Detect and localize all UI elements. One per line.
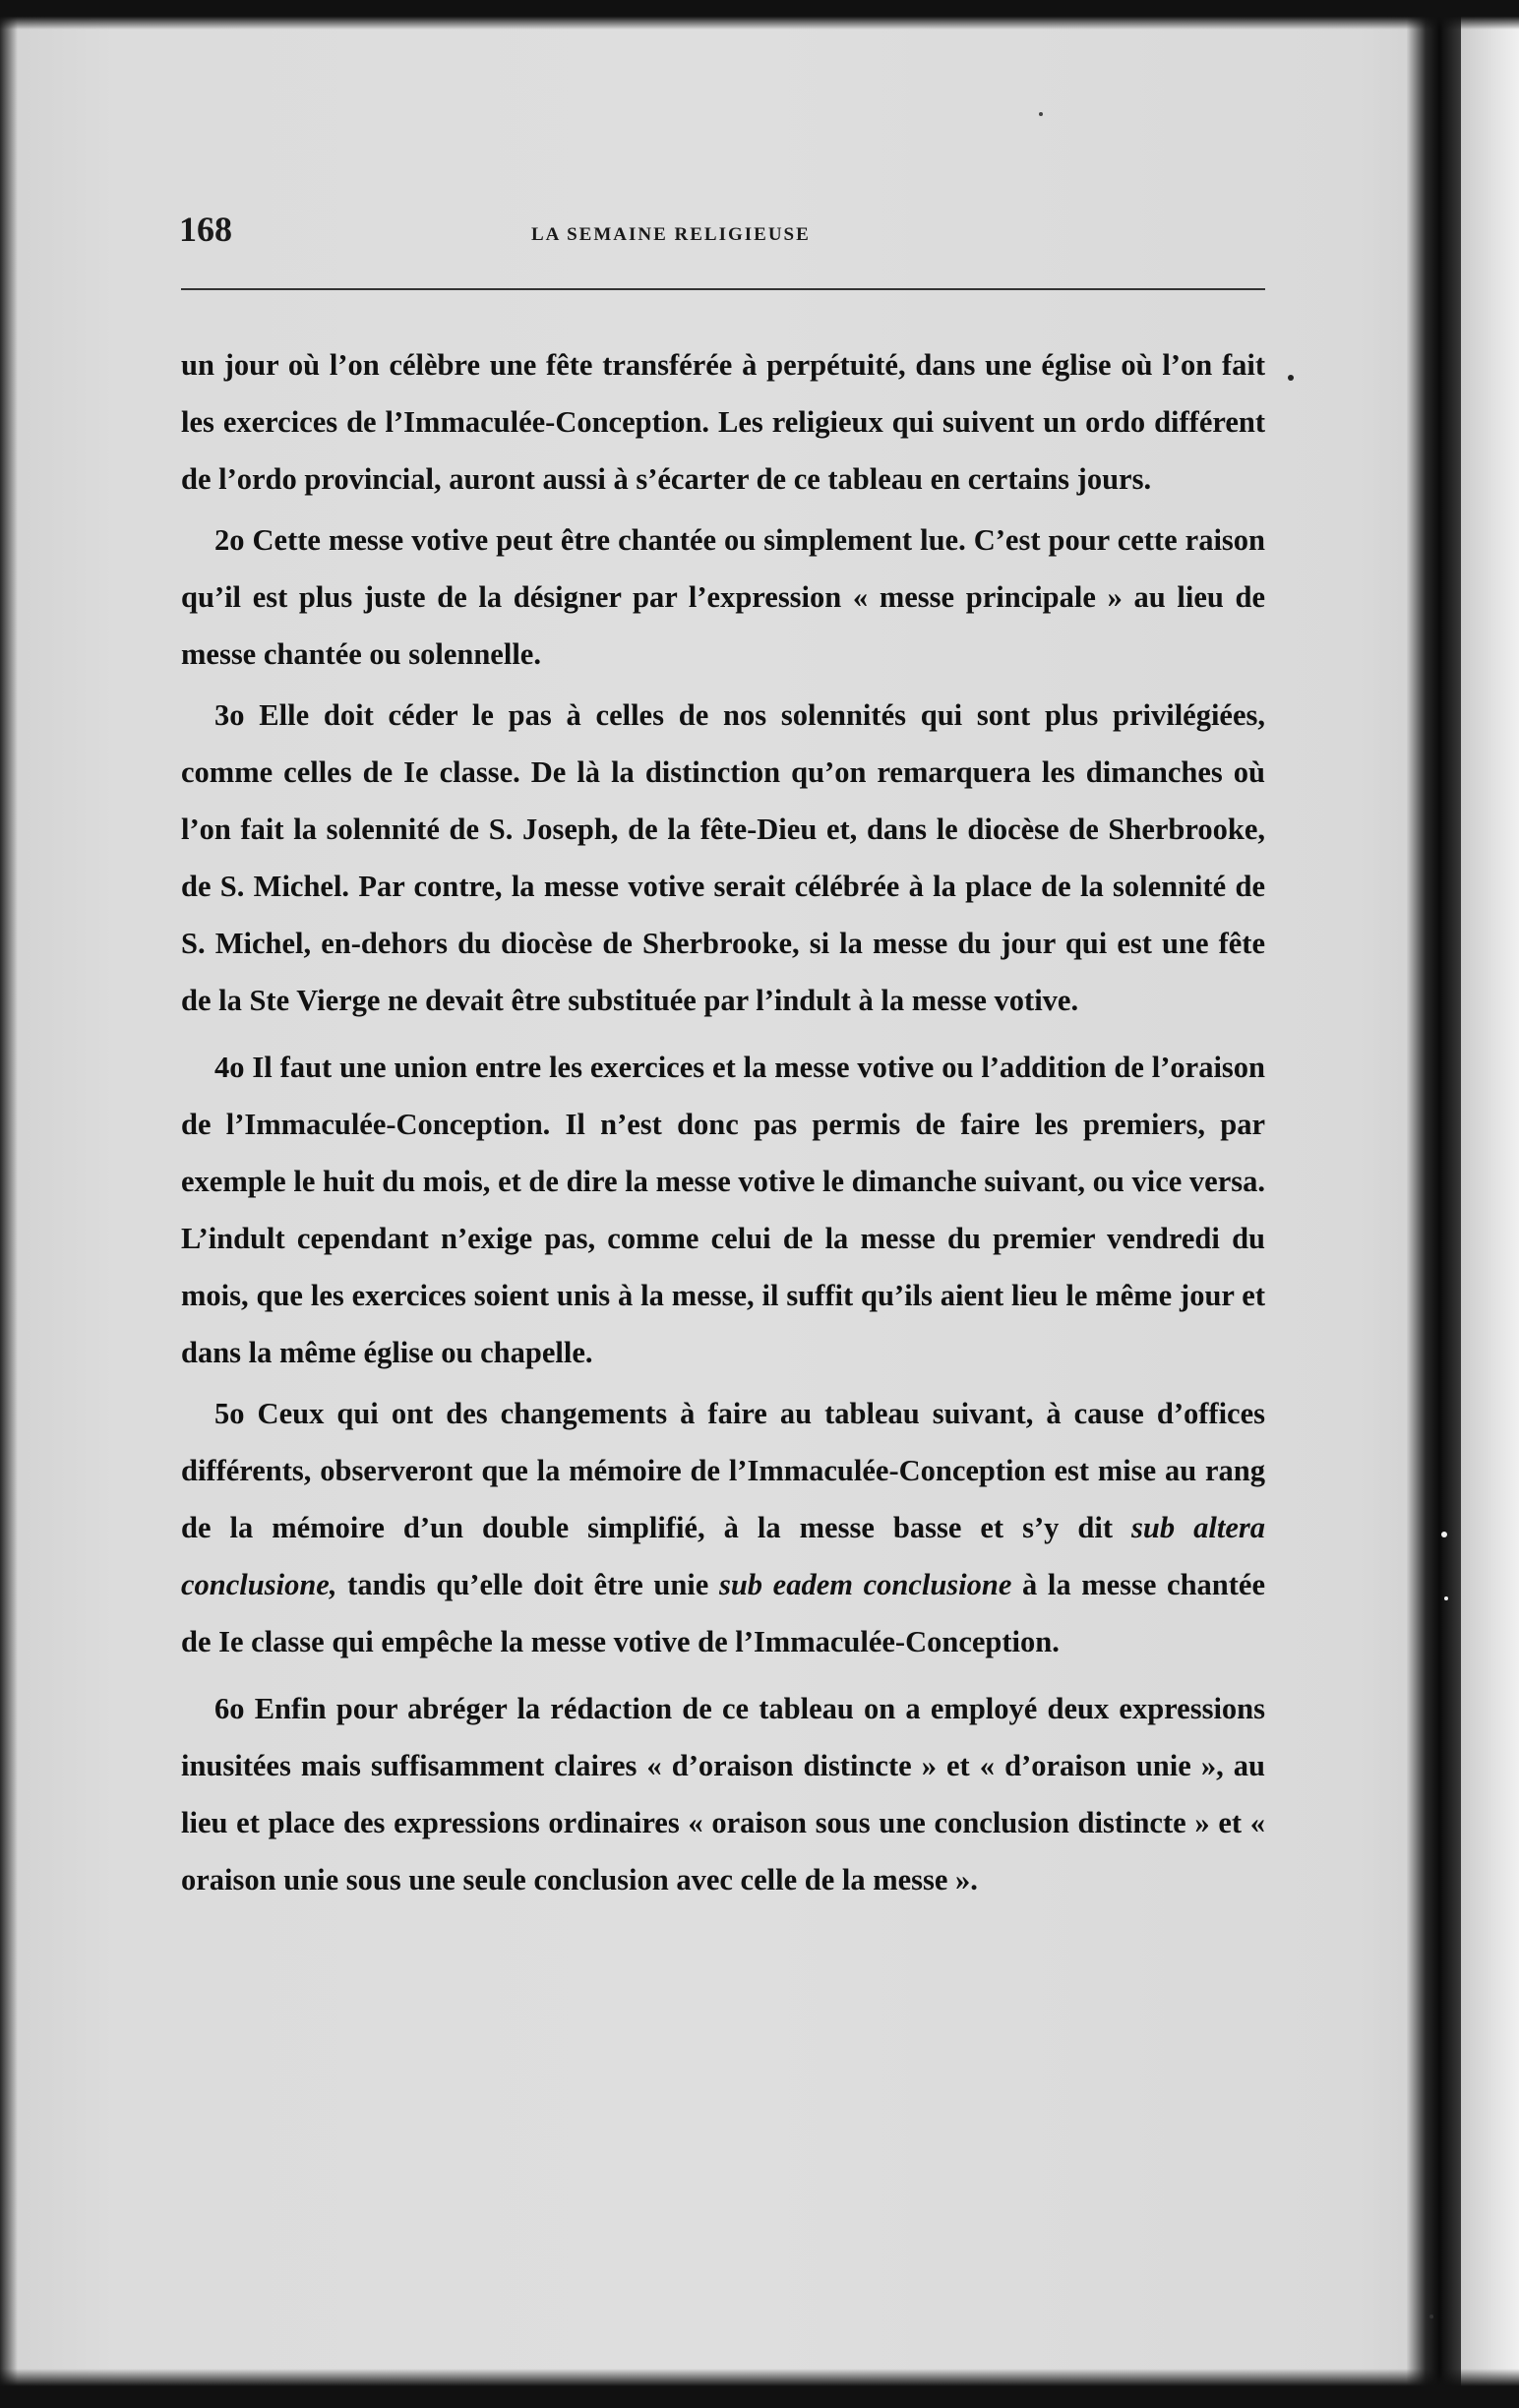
latin-phrase-1: sub altera conclusione, xyxy=(181,1511,1266,1601)
paragraph-6: 6o Enfin pour abréger la rédaction de ce tableau on a employé deux expressions inusitées mais suffisamment claires « d’oraison distincte » et « d’oraison unie », au lieu et place des expressions ordinaires « oraison sous une conclusion distincte » et « oraison unie sous une seule conclusion avec celle de la messe ». xyxy=(181,1692,1265,1896)
paragraph-3: 3o Elle doit céder le pas à celles de nos solennités qui sont plus privilégiées, comme celles de Ie classe. De là la distinction qu’on remarquera les dimanches où l’on fait la solennité de S. Joseph, de la fête-Dieu et, dans le diocèse de Sherbrooke, de S. Michel. Par contre, la messe votive serait célébrée à la place de la solennité de S. Michel, en-dehors du diocèse de Sherbrooke, si la messe du jour qui est une fête de la Ste Vierge ne devait être substituée par l’indult à la messe votive. xyxy=(181,698,1265,1017)
running-head: LA SEMAINE RELIGIEUSE xyxy=(531,224,811,245)
scan-border-top xyxy=(0,0,1519,30)
paragraph-continuation: un jour où l’on célèbre une fête transférée à perpétuité, dans une église où l’on fait les exercices de l’Immaculée-Conception. Les religieux qui suivent un ordo différent de l’ordo provincial, auront aussi à s’écarter de ce tableau en certains jours. xyxy=(181,348,1265,496)
scan-border-bottom xyxy=(0,2369,1519,2408)
paragraph-5-text-c: à la messe chantée de Ie classe qui empêche la messe votive de l’Immaculée-Conception. xyxy=(181,1568,1266,1658)
header-rule xyxy=(181,288,1265,290)
paragraph-4: 4o Il faut une union entre les exercices et la messe votive ou l’addition de l’oraison de l’Immaculée-Conception. Il n’est donc pas permis de faire les premiers, par exemple le huit du mois, et de dire la messe votive le dimanche suivant, ou vice versa. L’indult cependant n’exige pas, comme celui de la messe du premier vendredi du mois, que les exercices soient unis à la messe, il suffit qu’ils aient lieu le même jour et dans la même église ou chapelle. xyxy=(181,1051,1265,1369)
article-body xyxy=(181,336,1265,1908)
book-gutter-shadow xyxy=(1407,0,1461,2408)
paragraph-5 xyxy=(181,1385,1265,1670)
paragraph-5-text-a: 5o Ceux qui ont des changements à faire au tableau suivant, à cause d’offices différents, observeront que la mémoire de l’Immaculée-Conception est mise au rang de la mémoire d’un double simplifié, à la messe basse et s’y dit xyxy=(181,1397,1265,1544)
page-number: 168 xyxy=(179,210,232,249)
adjacent-page-edge xyxy=(1461,0,1519,2408)
scan-border-left xyxy=(0,0,18,2408)
paragraph-2: 2o Cette messe votive peut être chantée ou simplement lue. C’est pour cette raison qu’il est plus juste de la désigner par l’expression « messe principale » au lieu de messe chantée ou solennelle. xyxy=(181,523,1265,671)
paragraph-5-text-b: tandis qu’elle doit être unie xyxy=(336,1568,719,1601)
latin-phrase-2: sub eadem conclusione xyxy=(718,1568,1012,1601)
